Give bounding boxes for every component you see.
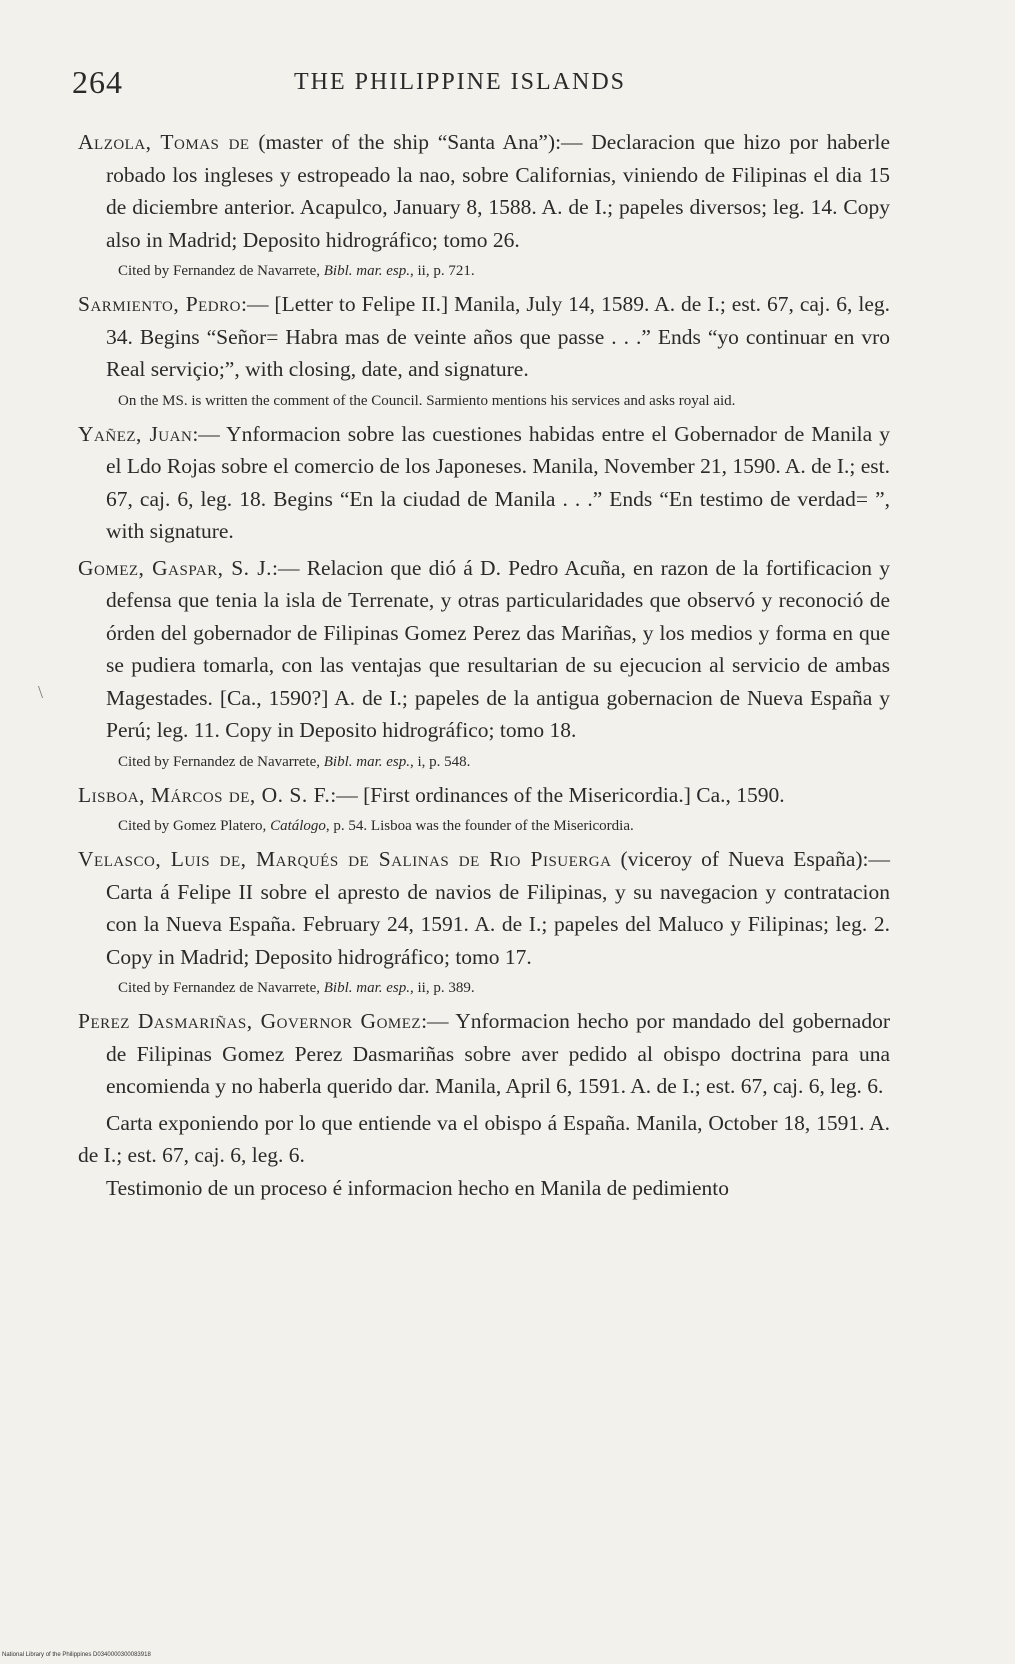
note-title: Bibl. mar. esp.	[323, 753, 410, 770]
note-text: Cited by Fernandez de Navarrete,	[118, 753, 324, 770]
entry-note	[78, 390, 890, 412]
note-text: , p. 54. Lisboa was the founder of the Misericordia.	[325, 818, 634, 834]
entry-author: Gomez, Gaspar, S. J.	[78, 555, 273, 580]
note-text: Cited by Fernandez de Navarrete,	[118, 980, 324, 996]
entry-note	[78, 977, 890, 999]
entry-text: :— [First ordinances of the Misericordia.] Ca., 1590.	[330, 782, 785, 807]
entry-text: :— Ynformacion hecho por mandado del gobernador de Filipinas Gomez Perez Dasmariñas sobre aver pedido al obispo doctrina para una encomienda y no haberla querido dar. Manila, April 6, 1591. A. de I.; est. 67, caj. 6, leg. 6.	[106, 1009, 890, 1098]
entry-text: (viceroy of Nueva España):— Carta á Felipe II sobre el apresto de navios de Filipinas, y su navegacion y contratacion con la Nueva España. February 24, 1591. A. de I.; papeles del Maluco y Filipinas; leg. 2. Copy in Madrid; Deposito hidrográfico; tomo 17.	[106, 847, 890, 969]
page-header	[72, 64, 892, 108]
note-text: On the MS. is written the comment of the Council. Sarmiento mentions his services and asks royal aid.	[118, 392, 736, 409]
bibliography-entry	[78, 126, 890, 256]
page-number: 264	[72, 64, 123, 100]
running-title: THE PHILIPPINE ISLANDS	[294, 69, 626, 95]
note-text: Cited by Gomez Platero,	[118, 818, 271, 834]
entry-text: :— [Letter to Felipe II.] Manila, July 14, 1589. A. de I.; est. 67, caj. 6, leg. 34. Begins “Señor= Habra mas de veinte años que passe . . .” Ends “yo continuar en vro Real serviçio;”, with closing, date, and signature.	[106, 292, 890, 381]
note-title: Bibl. mar. esp.	[323, 980, 410, 996]
entry-text: :— Relacion que dió á D. Pedro Acuña, en razon de la fortificacion y defensa que tenia la isla de Terrenate, y otras particularidades que observó y reconoció de órden del gobernador de Filipinas Gomez Perez das Mariñas, y los medios y forma en que se pudiera tomarla, con las ventajas que resultarian de su ejecucion al servicio de ambas Magestades. [Ca., 1590?] A. de I.; papeles de la antigua gobernacion de Nueva España y Perú; leg. 11. Copy in Deposito hidrográfico; tomo 18.	[106, 555, 890, 742]
scan-footer: National Library of the Philippines D0340000300083918	[2, 1652, 151, 1658]
bibliography-entry	[78, 288, 890, 386]
entry-author: Yañez, Juan	[78, 421, 193, 446]
note-text: , ii, p. 721.	[410, 263, 475, 279]
entry-author: Alzola, Tomas de	[78, 130, 250, 154]
entry-author: Perez Dasmariñas, Governor Gomez	[78, 1009, 422, 1033]
bibliography-entry	[78, 418, 890, 548]
bibliography-entry	[78, 843, 890, 973]
bibliography-entry	[78, 779, 890, 812]
note-title: Bibl. mar. esp.	[323, 263, 410, 279]
entry-author: Velasco, Luis de, Marqués de Salinas de Rio Pisuerga	[78, 847, 612, 871]
entry-author: Sarmiento, Pedro	[78, 292, 241, 316]
entry-text: (master of the ship “Santa Ana”):— Declaracion que hizo por haberle robado los ingleses y estropeado la nao, sobre Californias, viniendo de Filipinas el dia 15 de diciembre anterior. Acapulco, January 8, 1588. A. de I.; papeles diversos; leg. 14. Copy also in Madrid; Deposito hidrográfico; tomo 26.	[106, 130, 890, 252]
entry-note	[78, 751, 890, 773]
bibliography-entry	[78, 552, 890, 747]
continuation-paragraph: Carta exponiendo por lo que entiende va el obispo á España. Manila, October 18, 1591. A. de I.; est. 67, caj. 6, leg. 6.	[78, 1110, 890, 1167]
note-text: Cited by Fernandez de Navarrete,	[118, 263, 324, 279]
continuation-paragraph: Testimonio de un proceso é informacion hecho en Manila de pedimiento	[106, 1175, 730, 1200]
bibliography-entry	[78, 1005, 890, 1103]
note-text: , ii, p. 389.	[410, 980, 475, 996]
bibliography-body	[78, 126, 890, 1204]
entry-author: Lisboa, Márcos de, O. S. F.	[78, 782, 331, 807]
entry-note	[78, 815, 890, 837]
entry-text: :— Ynformacion sobre las cuestiones habidas entre el Gobernador de Manila y el Ldo Rojas sobre el comercio de los Japoneses. Manila, November 21, 1590. A. de I.; est. 67, caj. 6, leg. 18. Begins “En la ciudad de Manila . . .” Ends “En testimo de verdad= ”, with signature.	[106, 421, 890, 543]
margin-mark: \	[38, 682, 44, 702]
note-title: Catálogo	[270, 818, 326, 834]
note-text: , i, p. 548.	[410, 753, 471, 770]
entry-note	[78, 260, 890, 282]
